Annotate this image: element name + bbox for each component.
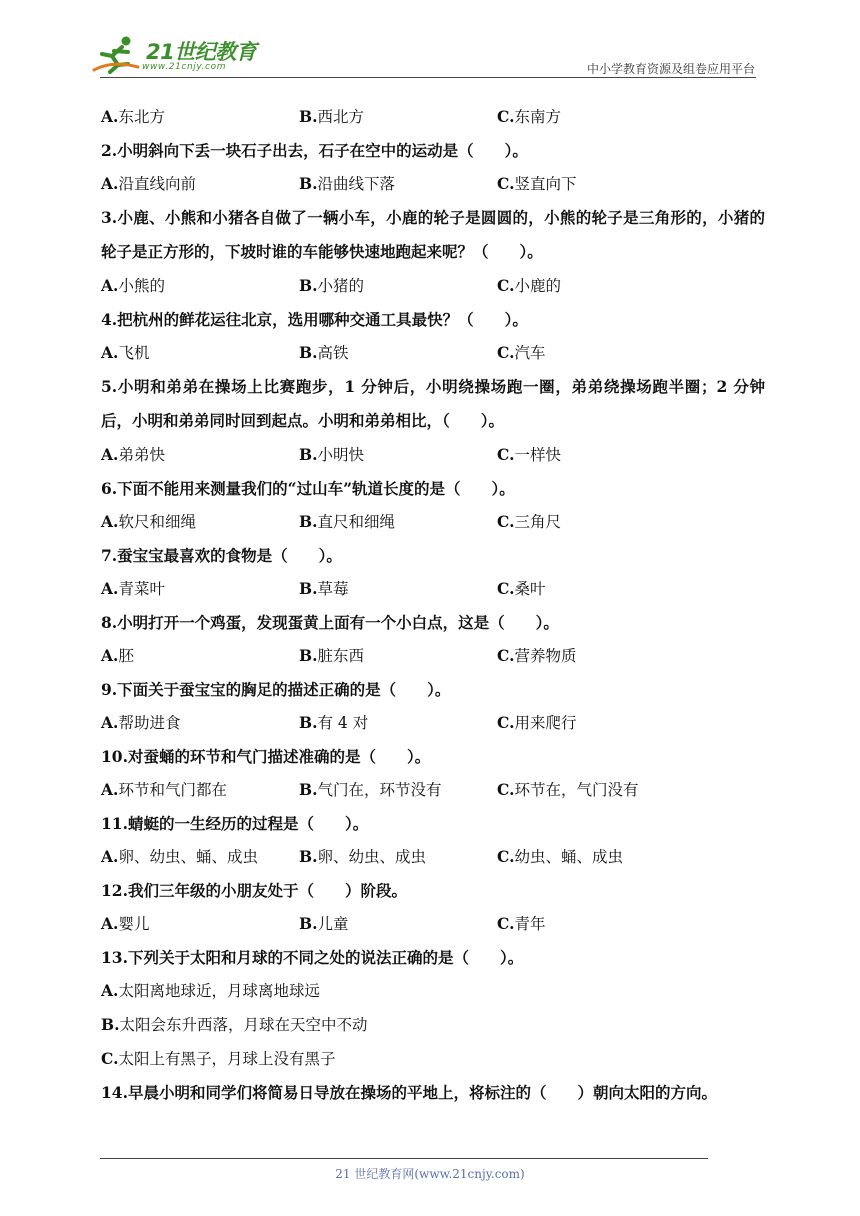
options-row — [101, 907, 765, 941]
option-text: 青年 — [514, 915, 546, 933]
option-text: 高铁 — [317, 344, 349, 362]
option-b — [299, 572, 349, 606]
option-text: 有 4 对 — [317, 714, 369, 732]
option-letter: A. — [101, 847, 119, 866]
option-text: 小熊的 — [118, 277, 165, 295]
option-letter: A. — [101, 780, 119, 799]
option-letter: B. — [299, 107, 318, 126]
option-letter: C. — [497, 445, 515, 464]
footer-divider — [100, 1158, 708, 1159]
question-stem: 9.下面关于蚕宝宝的胸足的描述正确的是（ ）。 — [101, 680, 451, 699]
option-text: 沿直线向前 — [118, 175, 196, 193]
option-letter: B. — [299, 512, 318, 531]
option-a — [101, 438, 165, 472]
option-b — [299, 100, 364, 134]
option-c — [497, 336, 545, 370]
option-letter: A. — [101, 512, 119, 531]
question-list — [101, 100, 765, 1110]
options-row — [101, 505, 765, 539]
option-text: 东北方 — [118, 108, 165, 126]
question-stem: 11.蜻蜓的一生经历的过程是（ ）。 — [101, 814, 369, 833]
option-text: 直尺和细绳 — [317, 513, 396, 531]
option-letter: A. — [101, 646, 119, 665]
option-b — [299, 706, 368, 740]
options-row — [101, 773, 765, 807]
option-letter: C. — [497, 276, 515, 295]
option-letter: A. — [101, 914, 119, 933]
option-c — [497, 639, 576, 673]
option-letter: A. — [101, 343, 119, 362]
option-b — [299, 167, 395, 201]
options-row — [101, 840, 765, 874]
option-letter: B. — [299, 780, 318, 799]
option-text: 飞机 — [118, 344, 150, 362]
option-letter: B. — [101, 1015, 120, 1034]
option-text: 卵、幼虫、蛹、成虫 — [118, 848, 258, 866]
question-stem: 4.把杭州的鲜花运往北京，选用哪种交通工具最快？（ ）。 — [101, 310, 528, 329]
option-text: 一样快 — [514, 446, 561, 464]
option-letter: C. — [497, 174, 515, 193]
option-letter: C. — [497, 780, 515, 799]
option-b — [299, 336, 349, 370]
option-text: 青菜叶 — [118, 580, 165, 598]
option-text: 环节在，气门没有 — [514, 781, 639, 799]
option-letter: B. — [299, 914, 318, 933]
header-divider — [100, 77, 756, 78]
option-a — [101, 269, 165, 303]
option-letter: C. — [497, 343, 515, 362]
page-header — [0, 0, 860, 80]
option-c — [497, 706, 576, 740]
option-a — [101, 840, 258, 874]
options-row — [101, 639, 765, 673]
option-b — [299, 840, 426, 874]
option-letter: A. — [101, 174, 119, 193]
footer-link[interactable]: 21 世纪教育网(www.21cnjy.com) — [335, 1167, 525, 1181]
options-row — [101, 167, 765, 201]
option-text: 汽车 — [514, 344, 546, 362]
option-letter: B. — [299, 343, 318, 362]
option-text: 胚 — [118, 647, 134, 665]
option-text: 西北方 — [317, 108, 365, 126]
option-letter: B. — [299, 646, 318, 665]
option-letter: B. — [299, 276, 318, 295]
options-row — [101, 438, 765, 472]
question-stem: 14.早晨小明和同学们将简易日导放在操场的平地上，将标注的（ ）朝向太阳的方向。 — [101, 1083, 717, 1102]
option-letter: A. — [101, 579, 119, 598]
option-letter: C. — [497, 847, 515, 866]
option-text: 草莓 — [317, 580, 349, 598]
option-letter: C. — [497, 579, 515, 598]
option-c — [497, 100, 561, 134]
option-a — [101, 572, 165, 606]
option-b — [299, 773, 442, 807]
option-b — [101, 1008, 765, 1042]
option-letter: A. — [101, 107, 119, 126]
option-a — [101, 505, 196, 539]
logo-url: www.21cnjy.com — [142, 62, 227, 72]
option-text: 儿童 — [317, 915, 349, 933]
option-letter: A. — [101, 981, 119, 1000]
option-text: 小猪的 — [317, 277, 365, 295]
question-stem: 3.小鹿、小熊和小猪各自做了一辆小车，小鹿的轮子是圆圆的，小熊的轮子是三角形的，小猪的轮子是正方形的，下坡时谁的车能够快速地跑起来呢？（ ）。 — [101, 208, 765, 261]
question-stem: 6.下面不能用来测量我们的“过山车”轨道长度的是（ ）。 — [101, 479, 515, 498]
option-text: 沿曲线下落 — [317, 175, 396, 193]
option-a — [101, 100, 165, 134]
option-text: 营养物质 — [514, 647, 577, 665]
options-row — [101, 336, 765, 370]
option-c — [497, 907, 545, 941]
option-text: 婴儿 — [118, 915, 150, 933]
option-b — [299, 639, 364, 673]
option-text: 脏东西 — [317, 647, 365, 665]
option-b — [299, 269, 364, 303]
option-letter: B. — [299, 445, 318, 464]
option-text: 气门在，环节没有 — [317, 781, 442, 799]
options-row — [101, 269, 765, 303]
option-a — [101, 336, 149, 370]
platform-name: 中小学教育资源及组卷应用平台 — [586, 62, 755, 76]
option-letter: C. — [497, 713, 515, 732]
option-letter: C. — [497, 512, 515, 531]
option-c — [497, 773, 638, 807]
option-text: 小鹿的 — [514, 277, 561, 295]
question-stem: 13.下列关于太阳和月球的不同之处的说法正确的是（ ）。 — [101, 948, 524, 967]
option-text: 小明快 — [317, 446, 365, 464]
options-row — [101, 100, 765, 134]
option-letter: A. — [101, 445, 119, 464]
question-stem: 10.对蚕蛹的环节和气门描述准确的是（ ）。 — [101, 747, 431, 766]
option-letter: C. — [497, 107, 515, 126]
option-text: 幼虫、蛹、成虫 — [514, 848, 623, 866]
option-letter: B. — [299, 579, 318, 598]
option-b — [299, 505, 395, 539]
option-text: 环节和气门都在 — [118, 781, 227, 799]
option-letter: B. — [299, 174, 318, 193]
question-stem: 2.小明斜向下丢一块石子出去，石子在空中的运动是（ ）。 — [101, 141, 528, 160]
option-c — [497, 840, 623, 874]
question-stem: 12.我们三年级的小朋友处于（ ）阶段。 — [101, 881, 407, 900]
option-c — [497, 505, 561, 539]
option-a — [101, 907, 149, 941]
option-text: 竖直向下 — [514, 175, 577, 193]
option-text: 东南方 — [514, 108, 561, 126]
option-text: 软尺和细绳 — [118, 513, 196, 531]
option-c — [497, 167, 576, 201]
option-text: 弟弟快 — [118, 446, 165, 464]
option-c — [497, 269, 561, 303]
option-a — [101, 167, 196, 201]
option-letter: A. — [101, 713, 119, 732]
option-c — [497, 438, 561, 472]
option-letter: C. — [497, 646, 515, 665]
option-a — [101, 639, 134, 673]
option-letter: C. — [101, 1049, 119, 1068]
option-text: 太阳会东升西落，月球在天空中不动 — [119, 1016, 368, 1034]
options-row — [101, 572, 765, 606]
site-logo[interactable] — [92, 34, 262, 76]
option-text: 用来爬行 — [514, 714, 577, 732]
question-stem: 8.小明打开一个鸡蛋，发现蛋黄上面有一个小白点，这是（ ）。 — [101, 613, 559, 632]
options-row — [101, 706, 765, 740]
logo-wordmark: 21世纪教育 — [146, 40, 257, 64]
option-letter: A. — [101, 276, 119, 295]
option-text: 三角尺 — [514, 513, 561, 531]
option-c — [101, 1042, 765, 1076]
option-b — [299, 438, 364, 472]
option-b — [299, 907, 349, 941]
option-letter: C. — [497, 914, 515, 933]
option-text: 桑叶 — [514, 580, 546, 598]
option-a — [101, 706, 180, 740]
option-letter: B. — [299, 847, 318, 866]
option-text: 太阳上有黑子，月球上没有黑子 — [118, 1050, 336, 1068]
option-a — [101, 773, 227, 807]
option-text: 卵、幼虫、成虫 — [317, 848, 427, 866]
question-stem: 5.小明和弟弟在操场上比赛跑步，1 分钟后，小明绕操场跑一圈，弟弟绕操场跑半圈；2 分钟后，小明和弟弟同时回到起点。小明和弟弟相比，（ ）。 — [101, 377, 765, 430]
option-text: 帮助进食 — [118, 714, 181, 732]
question-stem: 7.蚕宝宝最喜欢的食物是（ ）。 — [101, 546, 342, 565]
option-letter: B. — [299, 713, 318, 732]
runner-logo-icon — [92, 34, 142, 76]
option-text: 太阳离地球近，月球离地球远 — [118, 982, 320, 1000]
option-c — [497, 572, 545, 606]
option-a — [101, 974, 765, 1008]
